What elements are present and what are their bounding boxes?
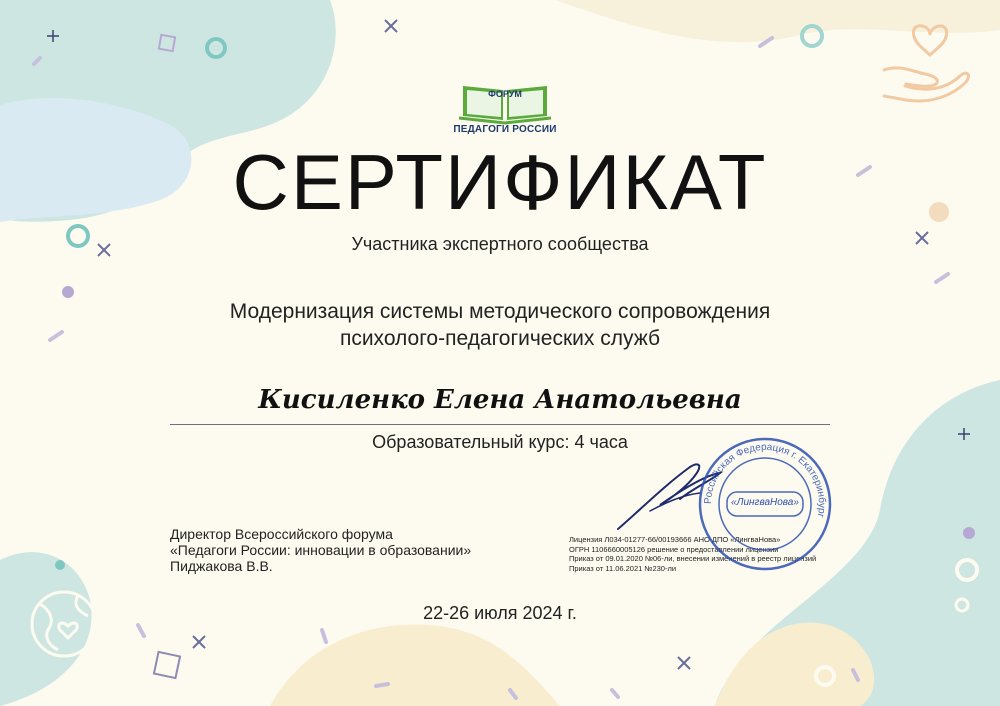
license-line-2: ОГРН 1106660005126 решение о предоставлении лицензии [569, 544, 779, 554]
license-line-4: Приказ от 11.06.2021 №230-ли [569, 563, 677, 573]
name-underline [170, 424, 830, 425]
logo-bottom-text: ПЕДАГОГИ РОССИИ [453, 124, 557, 135]
course-duration: Образовательный курс: 4 часа [372, 432, 628, 452]
stamp-ring-text: Российская Федерация г. Екатеринбург [702, 441, 828, 519]
license-line-3: Приказ от 09.01.2020 №06-ли, внесении изменений в реестр лицензий [569, 554, 817, 563]
license-line-1: Лицензия Л034-01277-66/00193666 АНО ДПО «ЛингваНова» [569, 535, 781, 544]
logo-top-text: ФОРУМ [488, 89, 522, 99]
certificate-subtitle: Участника экспертного сообщества [351, 234, 649, 254]
official-stamp [697, 436, 833, 572]
certificate-date: 22-26 июля 2024 г. [423, 603, 577, 623]
recipient-name: Кисиленко Елена Анатольевна [258, 385, 742, 415]
director-block [170, 526, 471, 574]
director-name: Пиджакова В.В. [170, 558, 273, 574]
course-title-line-2: психолого-педагогических служб [339, 327, 661, 350]
stamp-center-text: «ЛингваНова» [731, 497, 799, 508]
course-title [0, 298, 1000, 352]
director-title: Директор Всероссийского форума [170, 526, 393, 542]
course-title-line-1: Модернизация системы методического сопровождения [229, 300, 771, 323]
certificate-title: СЕРТИФИКАТ [232, 138, 768, 226]
director-forum: «Педагоги России: инновации в образовании» [170, 542, 472, 558]
forum-logo [455, 80, 555, 140]
